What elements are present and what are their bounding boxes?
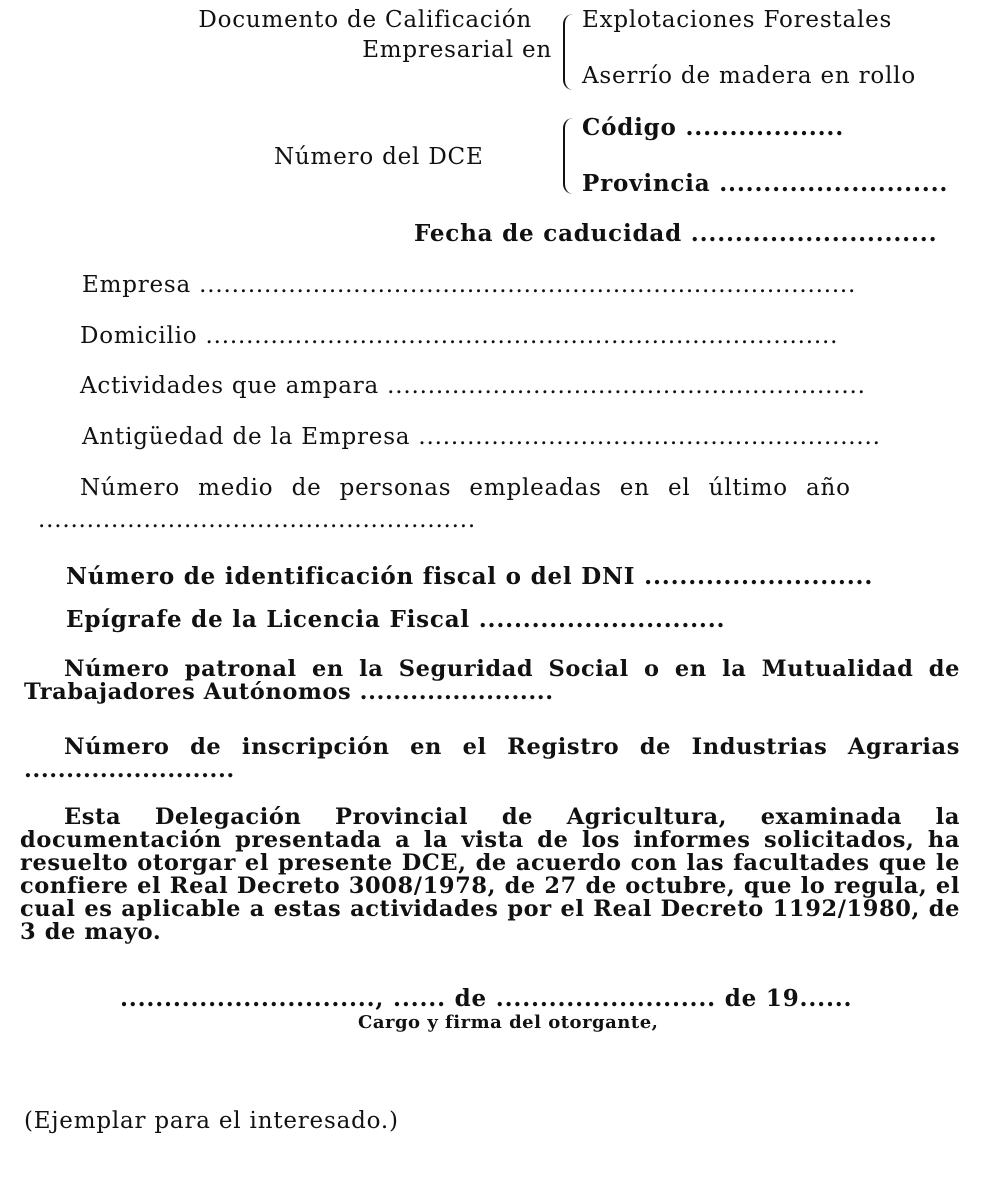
activity-2: Aserrío de madera en rollo [582, 63, 916, 89]
brace-numero [563, 118, 573, 194]
epigrafe-field: Epígrafe de la Licencia Fiscal ............................ [66, 606, 726, 633]
empresa-field: Empresa ................................................................................. [82, 272, 857, 298]
date-line: ............................., ...... de ......................... de 19...... [120, 985, 853, 1012]
inscripcion-paragraph [24, 736, 960, 782]
provincia-field: Provincia .......................... [582, 170, 949, 197]
numero-medio-line1: Número medio de personas empleadas en el último año [80, 475, 851, 501]
patronal-text: Número patronal en la Seguridad Social o en la Mutualidad de Trabajadores Autónomos ....................... [24, 656, 960, 705]
domicilio-field: Domicilio .............................................................................. [80, 323, 839, 349]
dce-label-line2: Empresarial en [362, 37, 552, 63]
inscripcion-text: Número de inscripción en el Registro de Industrias Agrarias ......................... [24, 734, 960, 783]
body-paragraph [20, 806, 960, 944]
actividades-field: Actividades que ampara ........................................................... [80, 373, 866, 399]
numero-medio-line2: ...................................................... [38, 507, 476, 533]
fecha-caducidad-field: Fecha de caducidad ............................ [414, 220, 938, 247]
antiguedad-field: Antigüedad de la Empresa ......................................................... [82, 424, 881, 450]
activity-1: Explotaciones Forestales [582, 7, 893, 33]
ejemplar-note: (Ejemplar para el interesado.) [24, 1108, 399, 1134]
brace-activities [563, 14, 573, 90]
nif-field: Número de identificación fiscal o del DNI .......................... [66, 563, 874, 590]
numero-dce-label: Número del DCE [274, 144, 484, 170]
codigo-field: Código .................. [582, 114, 845, 141]
patronal-paragraph [24, 658, 960, 704]
cargo-firma: Cargo y firma del otorgante, [358, 1012, 659, 1033]
dce-label-line1: Documento de Calificación [198, 7, 532, 33]
body-text: Esta Delegación Provincial de Agricultura, examinada la documentación presentada a la vista de los informes solicitados, ha resuelto otorgar el presente DCE, de acuerdo con las facultades que le confiere el Real Decreto 3008/1978, de 27 de octubre, que lo regula, el cual es aplicable a estas actividades por el Real Decreto 1192/1980, de 3 de mayo. [20, 804, 960, 945]
